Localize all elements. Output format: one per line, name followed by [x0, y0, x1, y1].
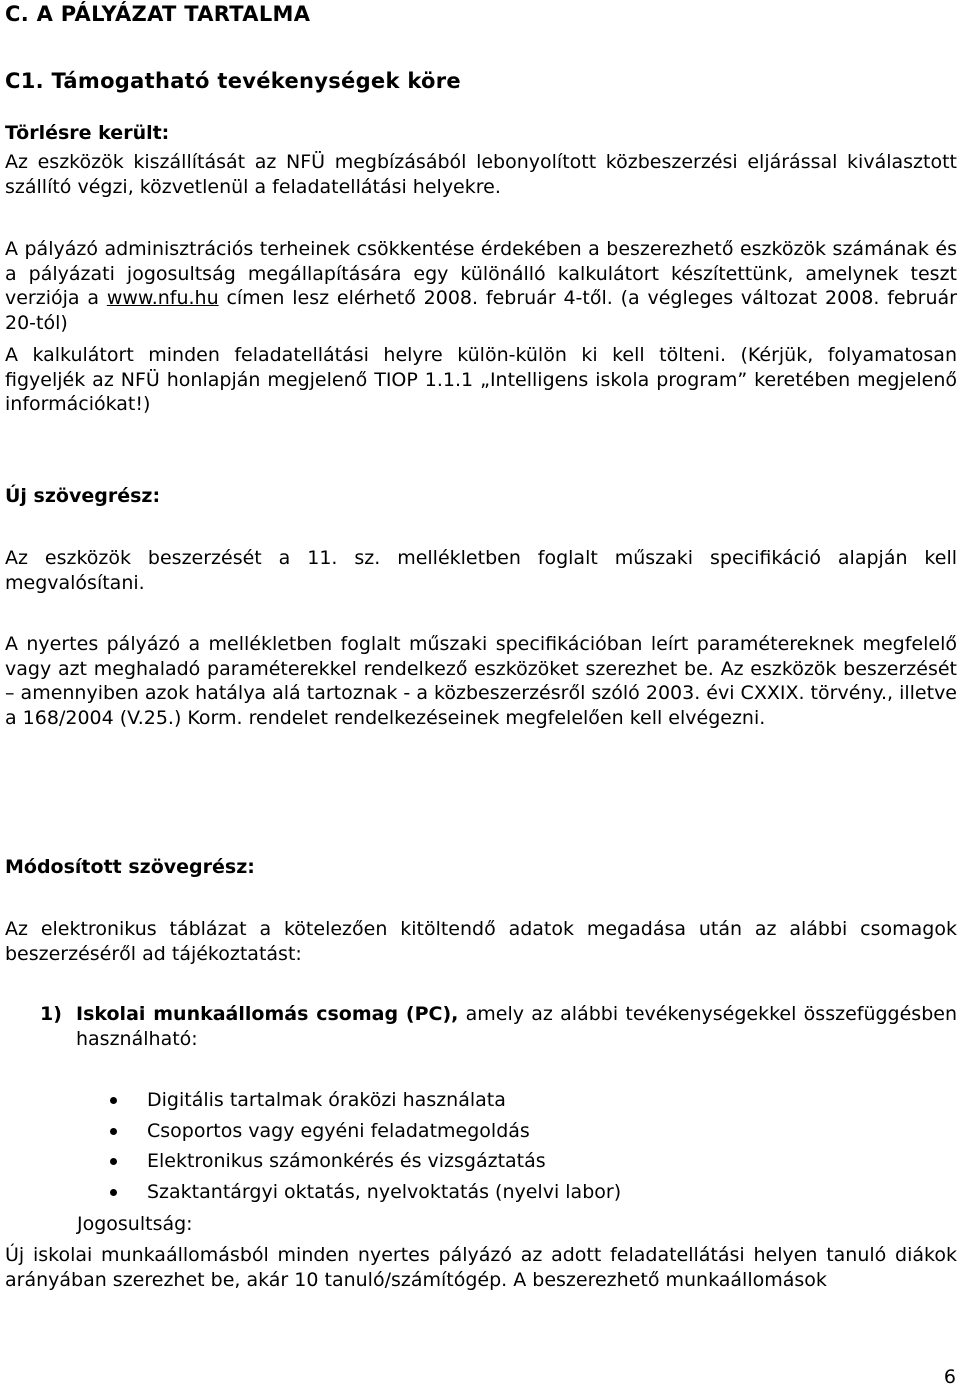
subsection-heading: C1. Támogatható tevékenységek köre	[5, 69, 461, 93]
item-title: Iskolai munkaállomás csomag (PC),	[76, 1003, 459, 1025]
list-item: Szaktantárgyi oktatás, nyelvoktatás (nyelvi labor)	[105, 1180, 621, 1211]
item-body	[76, 1002, 957, 1051]
deleted-label: Törlésre került:	[5, 122, 170, 144]
eligibility-label: Jogosultság:	[77, 1213, 193, 1235]
nfu-link[interactable]: www.nfu.hu	[106, 287, 219, 309]
list-item: Digitális tartalmak óraközi használata	[105, 1088, 621, 1119]
page-number: 6	[943, 1366, 956, 1388]
calculator-text-start: A pályázó adminisztrációs terheinek csökkentése érdekében a beszerezhető eszközök számának és a pályázati jogosultság megállapítására egy különálló kalkulátort készítettünk, amelynek teszt verziója a	[5, 238, 957, 309]
new-text-paragraph-2: A nyertes pályázó a mellékletben foglalt műszaki specifikációban leírt paramétereknek megfelelő vagy azt meghaladó paraméterekkel rendelkező eszközöket szerezhet be. Az eszközök beszerzését – amennyiben azok hatálya alá tartoznak - a közbeszerzésről szóló 2003. évi CXXIX. törvény., illetve a 168/2004 (V.25.) Korm. rendelet rendelkezéseinek megfelelően kell elvégezni.	[5, 633, 957, 729]
calculator-paragraph	[5, 237, 957, 335]
list-item: Csoportos vagy egyéni feladatmegoldás	[105, 1119, 621, 1150]
numbered-item-1	[40, 1002, 957, 1051]
bullet-icon	[110, 1128, 117, 1135]
modified-text-label: Módosított szövegrész:	[5, 856, 255, 878]
bullet-icon	[110, 1189, 117, 1196]
bullet-icon	[110, 1158, 117, 1165]
item-number: 1)	[40, 1003, 62, 1025]
eligibility-paragraph: Új iskolai munkaállomásból minden nyertes pályázó az adott feladatellátási helyen tanuló diákok arányában szerezhet be, akár 10 tanuló/számítógép. A beszerezhető munkaállomások	[5, 1244, 957, 1291]
modified-text-intro: Az elektronikus táblázat a kötelezően kitöltendő adatok megadása után az alábbi csomagok beszerzéséről ad tájékoztatást:	[5, 918, 957, 965]
new-text-label: Új szövegrész:	[5, 485, 161, 507]
deleted-paragraph: Az eszközök kiszállítását az NFÜ megbízásából lebonyolított közbeszerzési eljárással kiválasztott szállító végzi, közvetlenül a feladatellátási helyekre.	[5, 151, 957, 198]
new-text-paragraph-1: Az eszközök beszerzését a 11. sz. mellékletben foglalt műszaki specifikáció alapján kell megvalósítani.	[5, 547, 957, 594]
bullet-icon	[110, 1097, 117, 1104]
calculator-note: A kalkulátort minden feladatellátási helyre külön-külön ki kell tölteni. (Kérjük, folyamatosan figyeljék az NFÜ honlapján megjelenő TIOP 1.1.1 „Intelligens iskola program” keretében megjelenő információkat!)	[5, 344, 957, 415]
section-heading: C. A PÁLYÁZAT TARTALMA	[5, 2, 311, 26]
list-item: Elektronikus számonkérés és vizsgáztatás	[105, 1149, 621, 1180]
activity-list	[105, 1088, 621, 1210]
item-text: amely az alábbi tevékenységekkel összefüggésben használható:	[76, 1003, 957, 1050]
calculator-text-end: címen lesz elérhető 2008. február 4-től. (a végleges változat 2008. február 20-tól)	[5, 287, 957, 334]
